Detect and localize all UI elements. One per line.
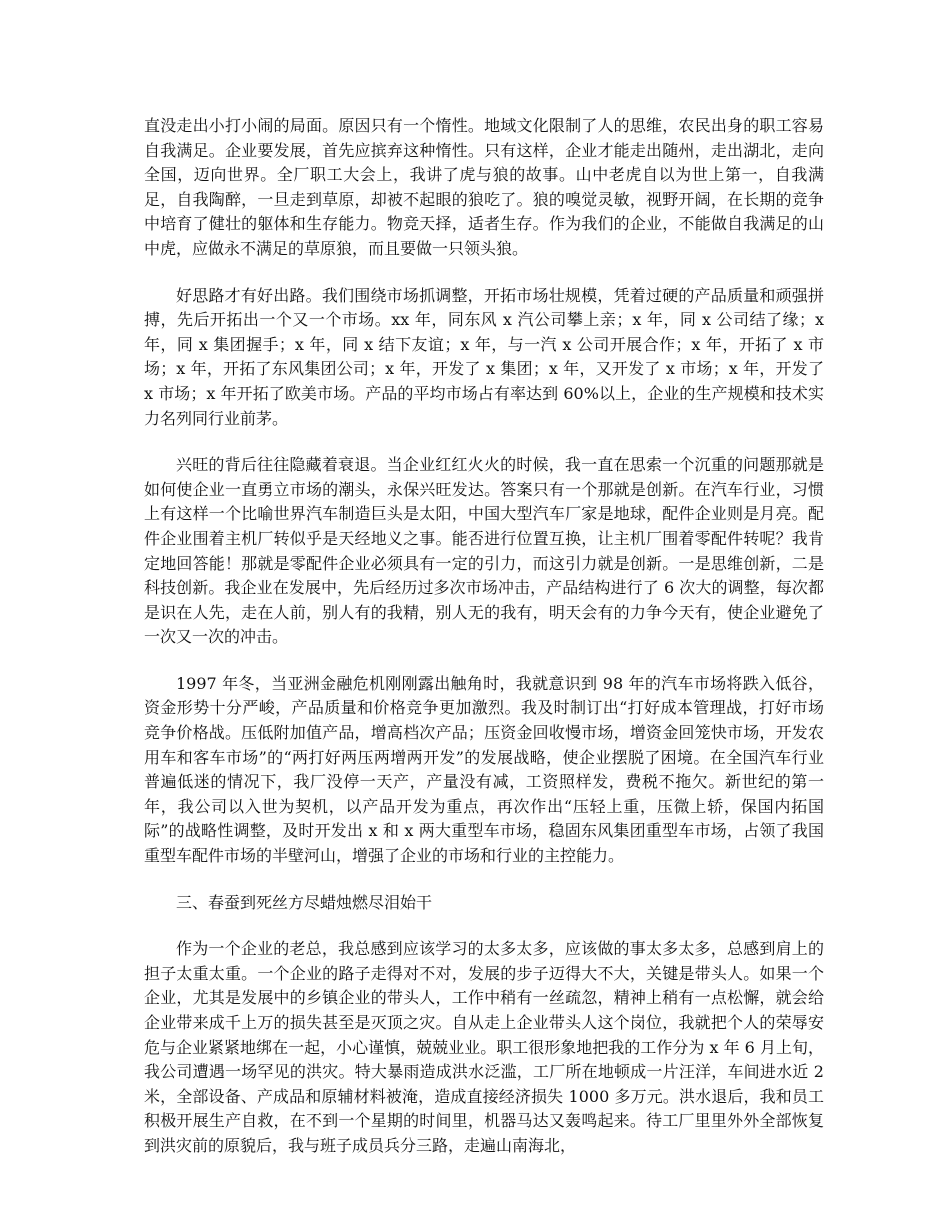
paragraph-1997-crisis: 1997 年冬，当亚洲金融危机刚刚露出触角时，我就意识到 98 年的汽车市场将跌入低谷，资金形势十分严峻，产品质量和价格竞争更加激烈。我及时制订出“打好成本管理战，打好市场竞争价格战。压低附加值产品，增高档次产品；压资金回收慢市场，增资金回笼快市场，开发农用车和客车市场”的“两打好两压两增两开发”的发展战略，使企业摆脱了困境。在全国汽车行业普遍低迷的情况下，我厂没停一天产，产量没有减，工资照样发，费税不拖欠。新世纪的第一年，我公司以入世为契机，以产品开发为重点，再次作出“压轻上重，压微上轿，保国内拓国际”的战略性调整，及时开发出 x 和 x 两大重型车市场，稳固东风集团重型车市场，占领了我国重型车配件市场的半壁河山，增强了企业的市场和行业的主控能力。 [144,673,824,866]
paragraph-leadership: 作为一个企业的老总，我总感到应该学习的太多太多，应该做的事太多太多，总感到肩上的担子太重太重。一个企业的路子走得对不对，发展的步子迈得大不大，关键是带头人。如果一个企业，尤其是发展中的乡镇企业的带头人，工作中稍有一丝疏忽，精神上稍有一点松懈，就会给企业带来成千上万的损失甚至是灭顶之灾。自从走上企业带头人这个岗位，我就把个人的荣辱安危与企业紧紧地绑在一起，小心谨慎，兢兢业业。职工很形象地把我的工作分为 x 年 6 月上旬，我公司遭遇一场罕见的洪灾。特大暴雨造成洪水泛滥，工厂所在地顿成一片汪洋，车间进水近 2 米，全部设备、产成品和原辅材料被淹，造成直接经济损失 1000 多万元。洪水退后，我和员工积极开展生产自救，在不到一个星期的时间里，机器马达又轰鸣起来。待工厂里里外外全部恢复到洪灾前的原貌后，我与班子成员兵分三路，走遍山南海北， [144,939,824,1155]
document-page [144,114,824,1181]
section-heading: 三、春蚕到死丝方尽蜡烛燃尽泪始干 [176,892,433,912]
paragraph-innovation: 兴旺的背后往往隐藏着衰退。当企业红红火火的时候，我一直在思索一个沉重的问题那就是如何使企业一直勇立市场的潮头，永保兴旺发达。答案只有一个那就是创新。在汽车行业，习惯上有这样一个比喻世界汽车制造巨头是太阳，中国大型汽车厂家是地球，配件企业则是月亮。配件企业围着主机厂转似乎是天经地义之事。能否进行位置互换，让主机厂围着零配件转呢？我肯定地回答能！那就是零配件企业必须具有一定的引力，而这引力就是创新。一是思维创新，二是科技创新。我企业在发展中，先后经历过多次市场冲击，产品结构进行了 6 次大的调整，每次都是识在人先，走在人前，别人有的我精，别人无的我有，明天会有的力争今天有，使企业避免了一次又一次的冲击。 [144,455,824,647]
paragraph-good-ideas: 好思路才有好出路。我们围绕市场抓调整，开拓市场壮规模，凭着过硬的产品质量和顽强拼搏，先后开拓出一个又一个市场。xx 年，同东风 x 汽公司攀上亲；x 年，同 x 公司结了缘；x 年，同 x 集团握手；x 年，同 x 结下友谊；x 年，与一汽 x 公司开展合作；x 年，开拓了 x 市场；x 年，开拓了东风集团公司；x 年，开发了 x 集团；x 年，又开发了 x 市场；x 年，开发了 x 市场；x 年开拓了欧美市场。产品的平均市场占有率达到 60%以上，企业的生产规模和技术实力名列同行业前茅。 [144,285,824,428]
paragraph-tiger-wolf: 直没走出小打小闹的局面。原因只有一个惰性。地域文化限制了人的思维，农民出身的职工容易自我满足。企业要发展，首先应摈弃这种惰性。只有这样，企业才能走出随州，走出湖北，走向全国，迈向世界。全厂职工大会上，我讲了虎与狼的故事。山中老虎自以为世上第一，自我满足，自我陶醉，一旦走到草原，却被不起眼的狼吃了。狼的嗅觉灵敏，视野开阔，在长期的竞争中培育了健壮的躯体和生存能力。物竞天择，适者生存。作为我们的企业，不能做自我满足的山中虎，应做永不满足的草原狼，而且要做一只领头狼。 [144,116,824,258]
